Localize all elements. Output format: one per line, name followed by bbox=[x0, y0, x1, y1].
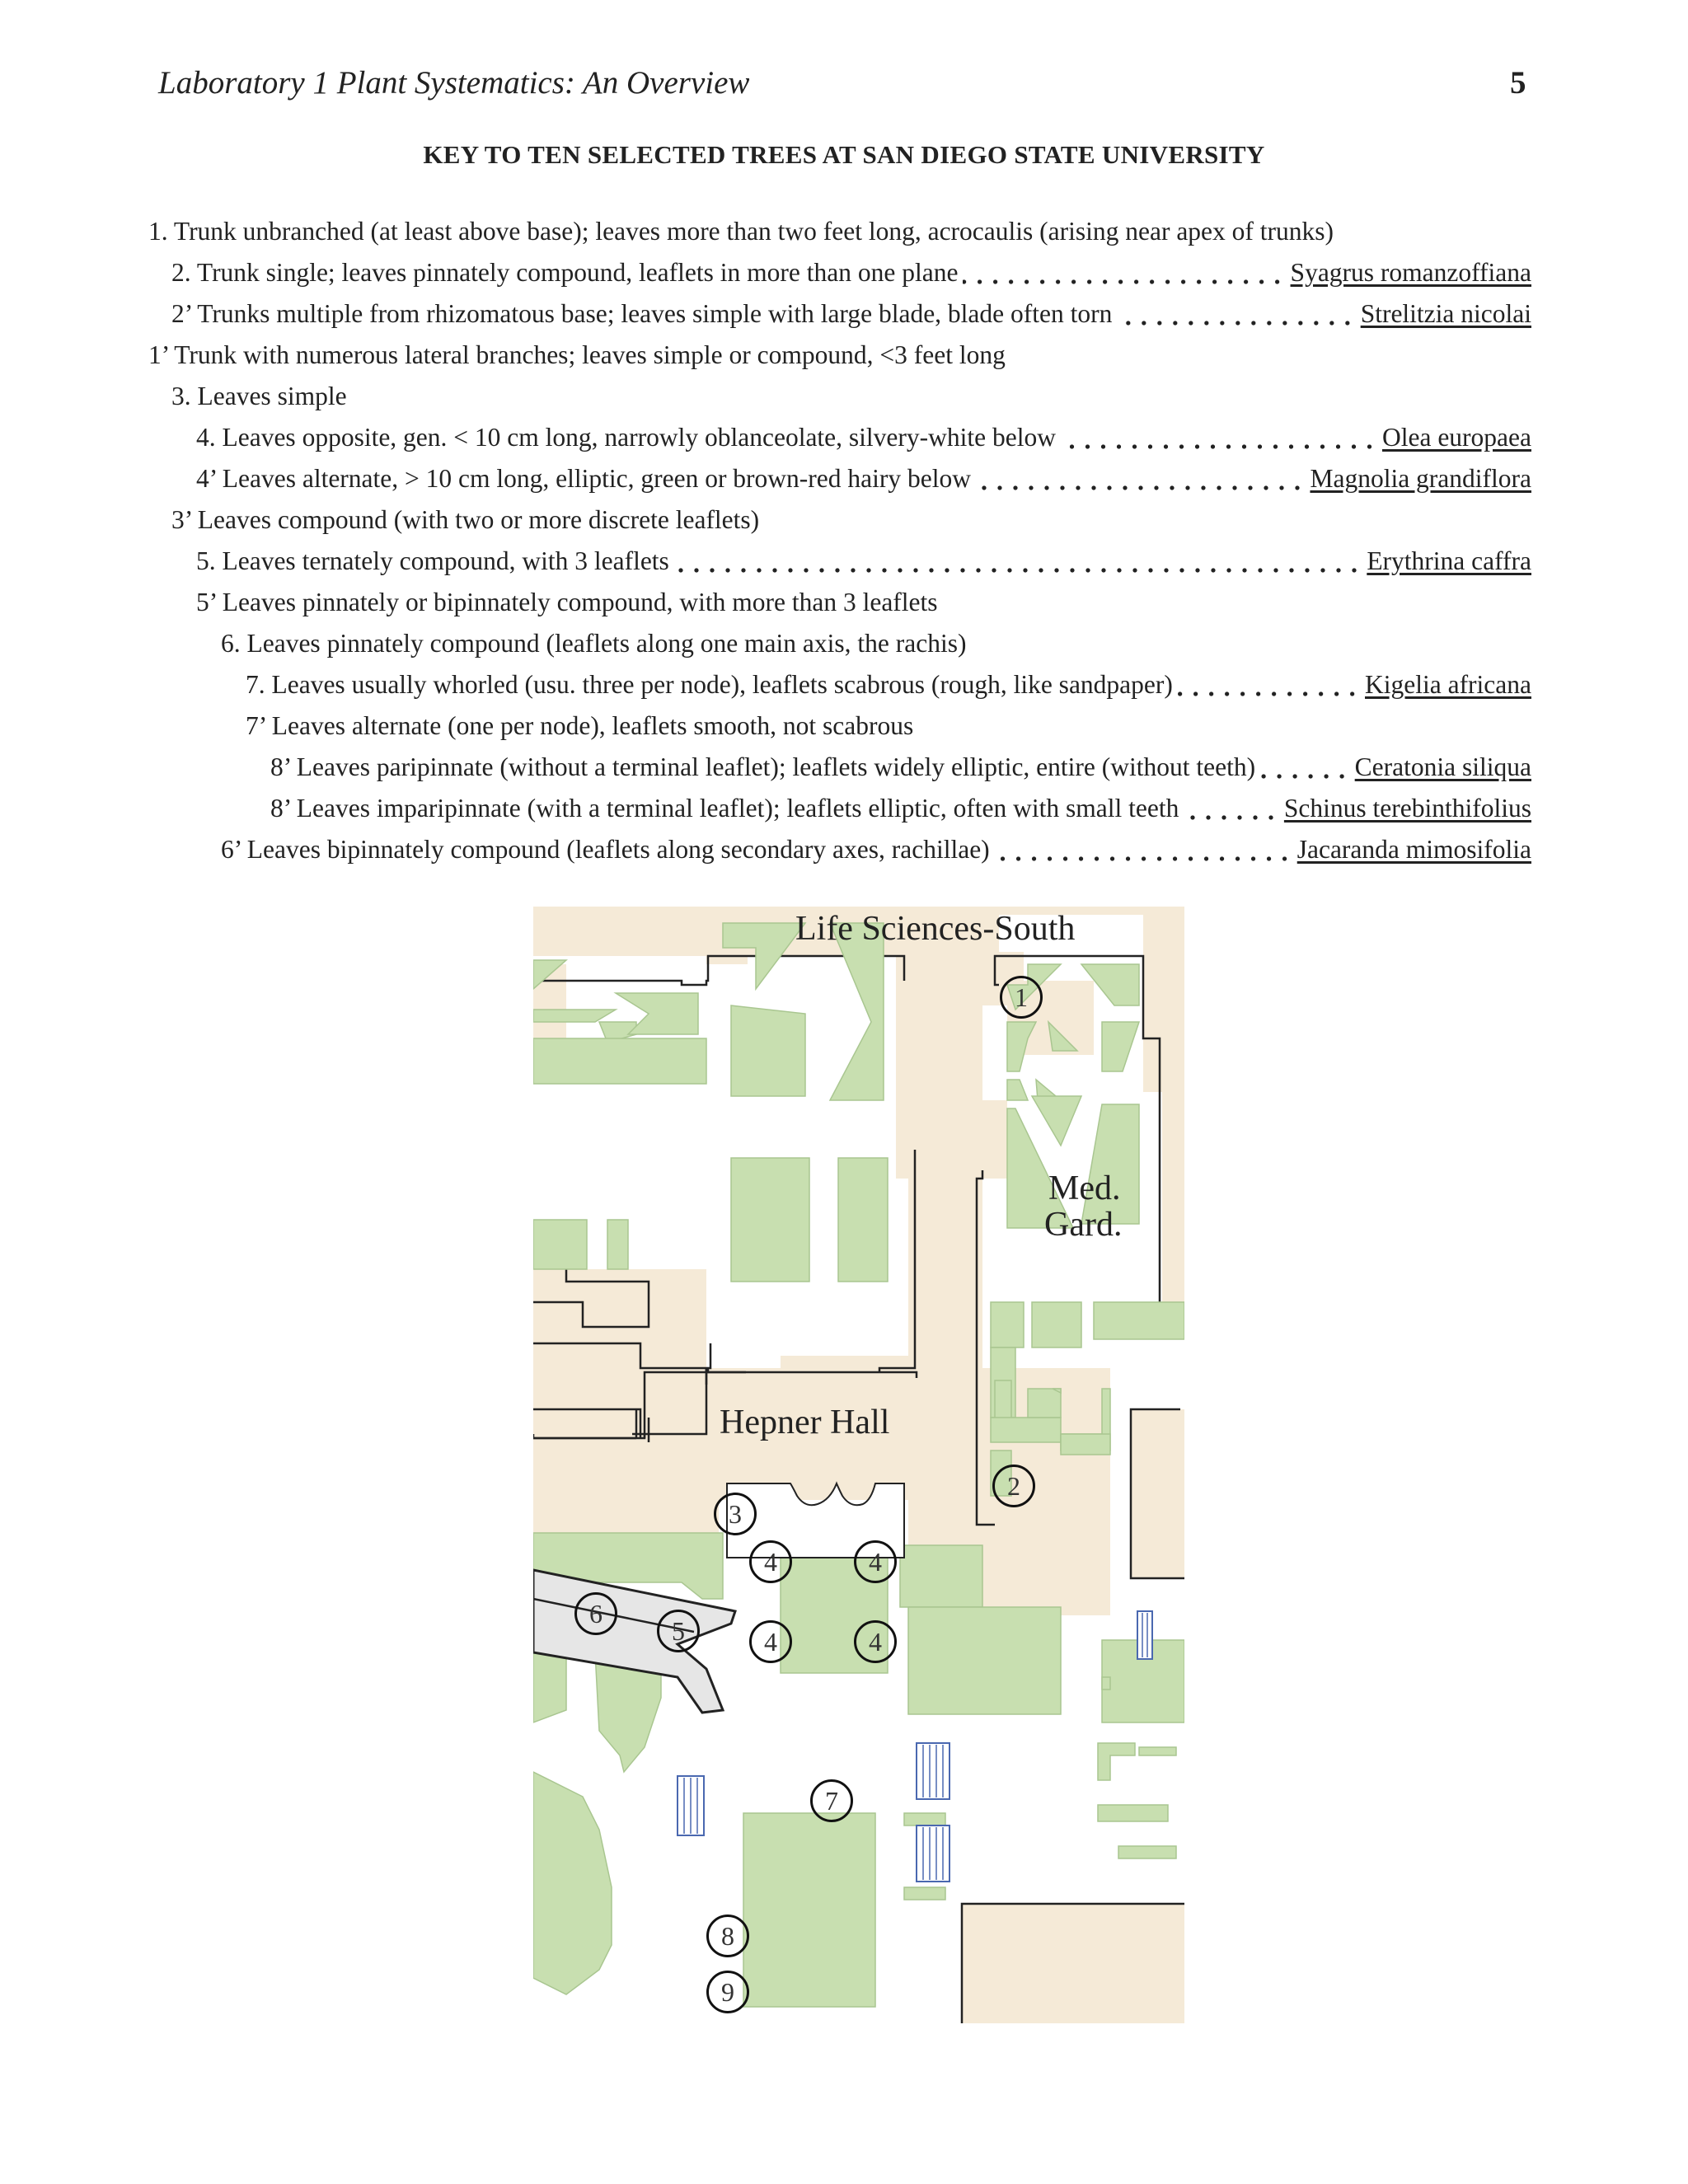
key-line bbox=[270, 788, 1531, 829]
label-hepner-hall: Hepner Hall bbox=[720, 1404, 890, 1441]
tree-marker-7: 7 bbox=[810, 1779, 853, 1822]
tree-marker-4: 4 bbox=[854, 1540, 897, 1583]
tree-marker-4: 4 bbox=[749, 1620, 792, 1663]
species-name: Jacaranda mimosifolia bbox=[1296, 835, 1531, 864]
key-line bbox=[196, 417, 1531, 458]
leader-dots bbox=[995, 855, 1292, 863]
tree-marker-6: 6 bbox=[574, 1592, 617, 1635]
leader-dots bbox=[1178, 690, 1360, 698]
key-line-text: 4’ Leaves alternate, > 10 cm long, elliptic, green or brown-red hairy below bbox=[196, 464, 971, 493]
key-line-text: 6’ Leaves bipinnately compound (leaflets along secondary axes, rachillae) bbox=[221, 835, 990, 864]
tree-marker-4: 4 bbox=[854, 1620, 897, 1663]
key-line bbox=[196, 541, 1531, 582]
key-line-text: 5’ Leaves pinnately or bipinnately compound, with more than 3 leaflets bbox=[196, 588, 938, 616]
key-line bbox=[246, 705, 1531, 747]
tree-marker-3: 3 bbox=[714, 1493, 757, 1535]
key-line-text: 1. Trunk unbranched (at least above base); leaves more than two feet long, acrocaulis (arising near apex of trunks) bbox=[148, 217, 1334, 246]
key-line-text: 3’ Leaves compound (with two or more discrete leaflets) bbox=[171, 505, 760, 534]
key-line bbox=[148, 211, 1531, 252]
key-line-text: 5. Leaves ternately compound, with 3 leaflets bbox=[196, 546, 669, 575]
key-line-text: 7. Leaves usually whorled (usu. three per node), leaflets scabrous (rough, like sandpaper) bbox=[246, 670, 1173, 699]
key-line-text: 1’ Trunk with numerous lateral branches; leaves simple or compound, <3 feet long bbox=[148, 340, 1006, 369]
key-line bbox=[171, 376, 1531, 417]
campus-map bbox=[533, 907, 1184, 2023]
key-line-text: 8’ Leaves imparipinnate (with a terminal leaflet); leaflets elliptic, often with small teeth bbox=[270, 794, 1179, 823]
tree-marker-2: 2 bbox=[992, 1465, 1035, 1507]
key-line bbox=[221, 623, 1531, 664]
key-line bbox=[171, 252, 1531, 293]
key-line bbox=[196, 582, 1531, 623]
species-name: Olea europaea bbox=[1381, 423, 1531, 452]
leader-dots bbox=[1061, 443, 1377, 451]
key-line bbox=[171, 293, 1531, 335]
key-line-text: 6. Leaves pinnately compound (leaflets along one main axis, the rachis) bbox=[221, 629, 967, 658]
key-title: KEY TO TEN SELECTED TREES AT SAN DIEGO STATE UNIVERSITY bbox=[423, 140, 1265, 169]
leader-dots bbox=[1260, 772, 1350, 780]
species-name: Magnolia grandiflora bbox=[1310, 464, 1531, 493]
species-name: Syagrus romanzoffiana bbox=[1290, 258, 1531, 287]
species-name: Schinus terebinthifolius bbox=[1283, 794, 1531, 823]
species-name: Kigelia africana bbox=[1365, 670, 1531, 699]
leader-dots bbox=[1184, 813, 1279, 822]
key-line-text: 2. Trunk single; leaves pinnately compound, leaflets in more than one plane bbox=[171, 258, 959, 287]
running-head: Laboratory 1 Plant Systematics: An Overview bbox=[158, 65, 750, 101]
tree-marker-1: 1 bbox=[1000, 976, 1043, 1019]
leader-dots bbox=[963, 278, 1285, 286]
key-line-text: 4. Leaves opposite, gen. < 10 cm long, narrowly oblanceolate, silvery-white below bbox=[196, 423, 1056, 452]
tree-marker-4: 4 bbox=[749, 1540, 792, 1583]
key-line bbox=[246, 664, 1531, 705]
campus-map-graphic bbox=[533, 907, 1184, 2023]
label-life-sciences-south: Life Sciences-South bbox=[795, 910, 1076, 948]
species-name: Erythrina caffra bbox=[1367, 546, 1531, 575]
key-line bbox=[270, 747, 1531, 788]
species-name: Strelitzia nicolai bbox=[1360, 299, 1531, 328]
key-line bbox=[171, 499, 1531, 541]
key-line-text: 2’ Trunks multiple from rhizomatous base; leaves simple with large blade, blade often torn bbox=[171, 299, 1113, 328]
label-med-gard-line-1: Med. bbox=[1048, 1169, 1121, 1207]
key-line bbox=[196, 458, 1531, 499]
key-line bbox=[148, 335, 1531, 376]
dichotomous-key bbox=[0, 0, 1688, 874]
page-number: 5 bbox=[1510, 65, 1526, 101]
key-line-text: 7’ Leaves alternate (one per node), leaflets smooth, not scabrous bbox=[246, 711, 914, 740]
tree-marker-8: 8 bbox=[706, 1915, 749, 1957]
leader-dots bbox=[976, 484, 1305, 492]
key-line bbox=[221, 829, 1531, 870]
key-line-text: 8’ Leaves paripinnate (without a terminal leaflet); leaflets widely elliptic, entire (without teeth) bbox=[270, 752, 1256, 781]
key-line-text: 3. Leaves simple bbox=[171, 382, 347, 410]
tree-marker-5: 5 bbox=[657, 1610, 700, 1652]
leader-dots bbox=[1117, 319, 1355, 327]
leader-dots bbox=[674, 566, 1362, 574]
tree-marker-9: 9 bbox=[706, 1971, 749, 2013]
species-name: Ceratonia siliqua bbox=[1354, 752, 1531, 781]
label-med-gard-line-2: Gard. bbox=[1044, 1206, 1123, 1244]
